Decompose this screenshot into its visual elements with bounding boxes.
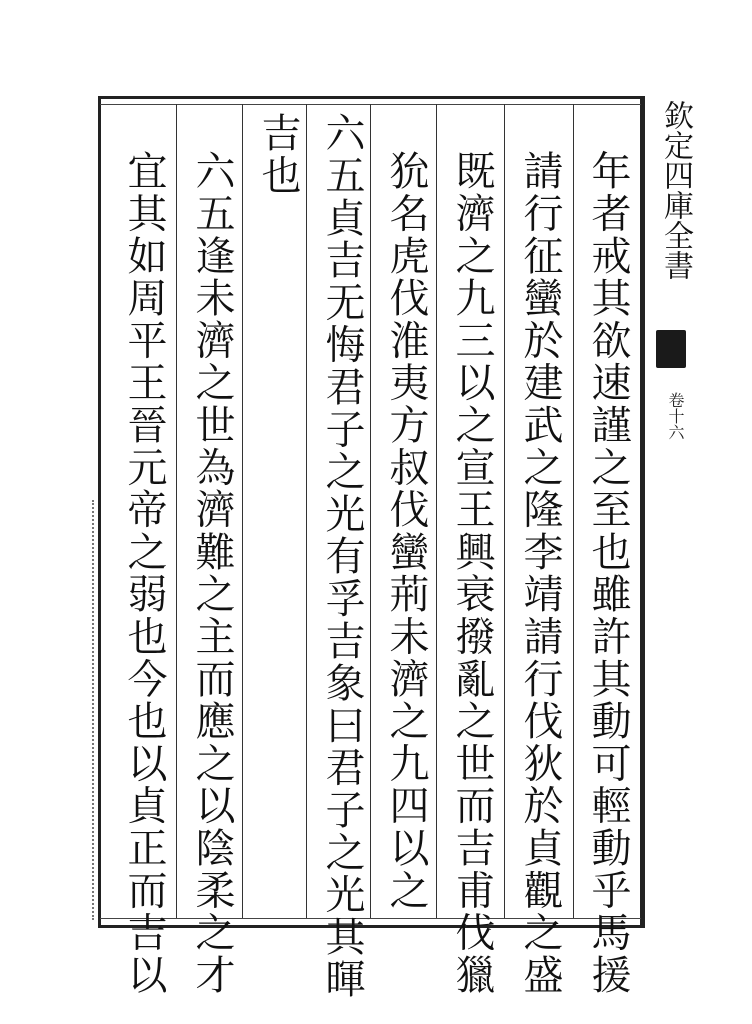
text-column-5: 六五貞吉无悔君子之光有孚吉象曰君子之光其暉 [319, 112, 365, 1001]
text-column-2: 請行征蠻於建武之隆李靖請行伐狄於貞觀之盛 [517, 150, 563, 996]
binding-edge [92, 500, 100, 920]
text-column-3: 既濟之九三以之宣王興衰撥亂之世而吉甫伐獵 [449, 150, 495, 996]
fish-tail-mark [656, 330, 686, 368]
column-divider [306, 104, 307, 918]
text-column-4: 狁名虎伐淮夷方叔伐蠻荊未濟之九四以之 [383, 150, 429, 912]
margin-rule [643, 96, 645, 928]
column-divider [176, 104, 177, 918]
column-divider [242, 104, 243, 918]
book-title: 欽定四庫全書 [658, 100, 693, 280]
text-column-1: 年者戒其欲速謹之至也雖許其動可輕動乎馬援 [585, 150, 631, 996]
text-column-7: 六五逢未濟之世為濟難之主而應之以陰柔之才 [189, 150, 235, 996]
text-column-6: 吉也 [255, 112, 301, 197]
volume-label: 卷十六 [666, 392, 685, 440]
column-divider [436, 104, 437, 918]
text-column-8: 宜其如周平王晉元帝之弱也今也以貞正而吉以 [121, 150, 167, 996]
column-divider [504, 104, 505, 918]
column-divider [573, 104, 574, 918]
